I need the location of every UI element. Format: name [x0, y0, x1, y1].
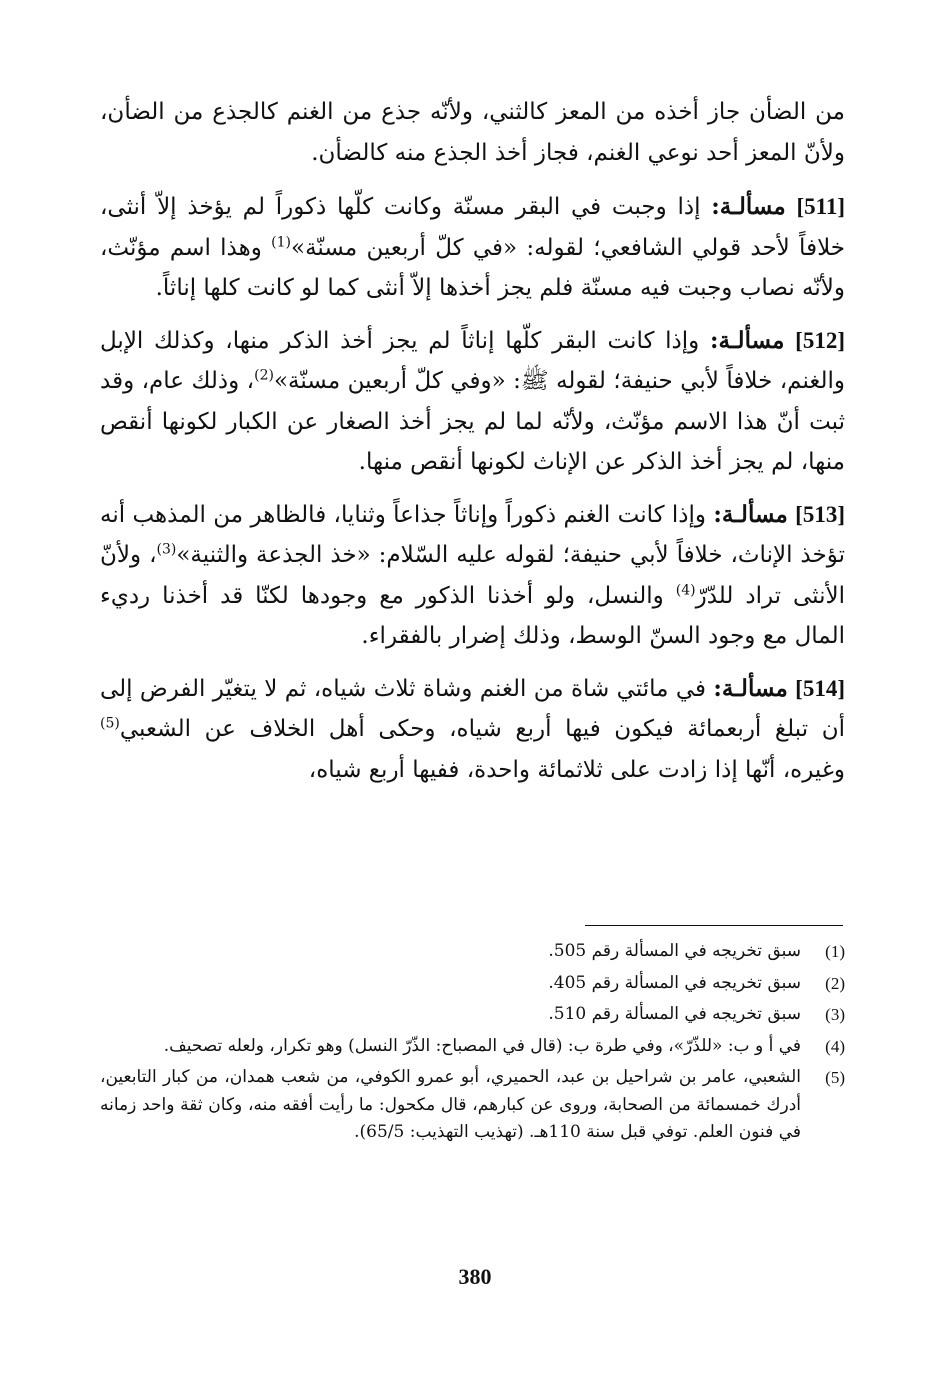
footnote-ref[interactable]: (4): [675, 581, 696, 598]
section-keyword: مسألـة:: [711, 193, 786, 220]
section-text: في مائتي شاة من الغنم وشاة ثلاث شياه، ثم لا يتغيّر الفرض إلى أن تبلغ أربعمائة فيكون فيها أربع شياه، وحكى أهل الخلاف عن الشعبي: [100, 675, 845, 742]
footnote-item: [100, 1033, 845, 1061]
section-text: ، ولأنّ الأنثى تراد للدّرّ: [100, 542, 845, 609]
footnote-text: سبق تخريجه في المسألة رقم 505.: [548, 941, 801, 961]
footnote-item: [100, 1064, 845, 1147]
section-number: [513]: [795, 501, 845, 527]
section-keyword: مسألـة:: [713, 674, 788, 702]
footnote-ref[interactable]: (5): [100, 715, 120, 732]
section-text: والنسل، ولو أخذنا الذكور مع وجودها لكنّا قد أخذنا رديء المال مع وجود السنّ الوسط، وذلك إضرار بالفقراء.: [100, 582, 845, 649]
footnote-ref[interactable]: (2): [254, 367, 274, 384]
section-text: وإذا كانت البقر كلّها إناثاً لم يجز أخذ الذكر منها، وكذلك الإبل والغنم، خلافاً لأبي حنيفة؛ لقوله ﷺ: «وفي كلّ أربعين مسنّة»: [100, 327, 846, 394]
page-number: 380: [458, 1264, 492, 1289]
footnote-divider: [585, 925, 843, 926]
footnote-ref[interactable]: (3): [156, 541, 177, 558]
section-text: إذا وجبت في البقر مسنّة وكانت كلّها ذكوراً لم يؤخذ إلاّ أنثى، خلافاً لأحد قولي الشافعي؛ لقوله: «في كلّ أربعين مسنّة»: [100, 194, 846, 261]
section-513: [100, 495, 845, 657]
footnote-mark: (3): [825, 1005, 845, 1024]
footnote-text: الشعبي، عامر بن شراحيل بن عبد، الحميري، أبو عمرو الكوفي، من شعب همدان، من كبار التابعين، أدرك خمسمائة من الصحابة، وروى عن كبارهم، قال مكحول: ما رأيت أفقه منه، وكان ثقة واحد زمانه في فنون العلم. توفي قبل سنة 110هـ. (تهذيب التهذيب: 65/5).: [100, 1067, 801, 1142]
footnote-mark: (5): [825, 1068, 845, 1087]
section-number: [514]: [795, 675, 845, 701]
main-text: [100, 92, 845, 802]
section-text: وهذا اسم مؤنّث، ولأنّه نصاب وجبت فيه مسنّة فلم يجز أخذها إلاّ أنثى كما لو كانت كلها إناثاً.: [100, 234, 845, 301]
intro-paragraph: من الضأن جاز أخذه من المعز كالثني، ولأنّه جذع من الغنم كالجذع من الضأن، ولأنّ المعز أحد نوعي الغنم، فجاز أخذ الجذع منه كالضأن.: [100, 99, 845, 166]
footnote-mark: (4): [825, 1036, 845, 1056]
footnote-text: في أ و ب: «للذّرّ»، وفي طرة ب: (قال في المصباح: الذّرّ النسل) وهو تكرار، ولعله تصحيف.: [163, 1035, 801, 1056]
footnote-text: سبق تخريجه في المسألة رقم 405.: [548, 972, 801, 993]
footnote-item: [100, 1001, 845, 1029]
section-512: [100, 321, 845, 483]
section-keyword: مسألـة:: [710, 326, 785, 354]
section-keyword: مسألـة:: [713, 500, 788, 528]
footnote-ref[interactable]: (1): [271, 233, 291, 250]
footnote-item: [100, 938, 845, 966]
section-number: [512]: [795, 327, 845, 353]
section-number: [511]: [796, 194, 846, 219]
footnote-item: [100, 970, 845, 998]
section-text: وإذا كانت الغنم ذكوراً وإناثاً جذاعاً وثنايا، فالظاهر من المذهب أنه تؤخذ الإناث، خلافاً لأبي حنيفة؛ لقوله عليه السّلام: «خذ الجذعة والثنية»: [100, 501, 846, 568]
section-511: [100, 187, 845, 309]
footnotes: [100, 938, 845, 1151]
footnote-mark: (2): [825, 973, 845, 993]
section-text: ، وذلك عام، وقد ثبت أنّ هذا الاسم مؤنّث، ولأنّه لما لم يجز أخذ الصغار عن الكبار لكونها أنقص منها، لم يجز أخذ الذكر عن الإناث لكونها أنقص منها.: [100, 368, 845, 475]
footnote-text: سبق تخريجه في المسألة رقم 510.: [548, 1004, 801, 1024]
section-text: وغيره، أنّها إذا زادت على ثلاثمائة واحدة، ففيها أربع شياه،: [308, 756, 845, 783]
section-514: [100, 669, 845, 791]
footnote-mark: (1): [825, 942, 845, 961]
